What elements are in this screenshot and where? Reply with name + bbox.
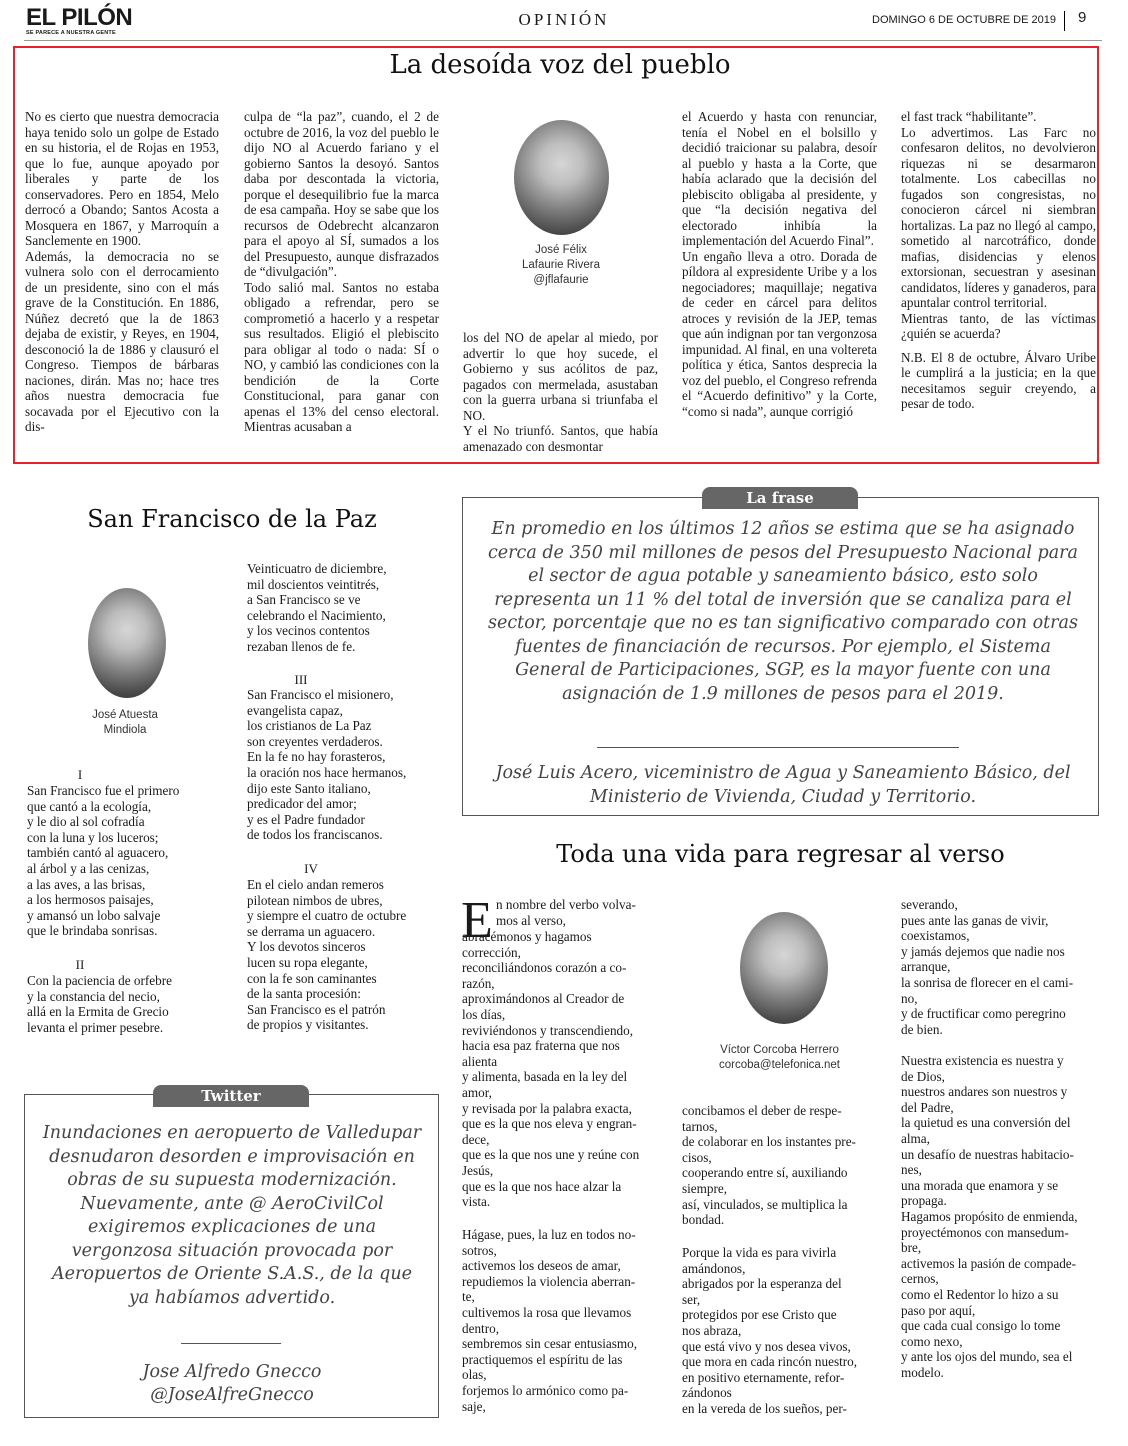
quote-attribution: José Luis Acero, viceministro de Agua y Saneamiento Básico, del Ministerio de Vivienda, Ciudad y Territorio. xyxy=(495,763,1071,807)
article3-column-1-head: n nombre del verbo volva- mos al verso, xyxy=(496,897,636,928)
article3-column-3b: Nuestra existencia es nuestra y de Dios, nuestros andares son nuestros y del Padre, la quietud es una conversión del alma, un desafío de nuestras habitacio- nes, una morada que enamora y se propaga. Hagamos propósito de enmienda, proyectémonos con mansedum- bre, activemos la pasión de compade- cernos, como el Redentor lo hizo a su paso por aquí, que cada cual consigo lo tome como nexo, y ante los ojos del mundo, sea el modelo. xyxy=(901,1053,1078,1380)
article3-column-2b: Porque la vida es para vivirla amándonos, abrigados por la esperanza del ser, protegidos por ese Cristo que nos abraza, que está vivo y nos desea vivos, que mora en cada rincón nuestro, en positivo eternamente, refor- zándonos en la vereda de los sueños, per- xyxy=(682,1245,858,1416)
newspaper-tagline: SE PARECE A NUESTRA GENTE xyxy=(26,30,116,36)
article-column-4: el Acuerdo y hasta con renunciar, tenía el Nobel en el bolsillo y decidió traicionar su palabra, desoír al pueblo y hasta a la Corte, que había aclarado que la decisión del plebiscito obligaba al presidente, y que “la decisión negativa del electorado inhibía la implementación del Acuerdo Final”. Un engaño lleva a otro. Dorada de píldora al expresidente Uribe y a los negociadores; maquillaje; negativa de ceder en cárcel para delitos atroces y revisión de la JEP, temas que aún indignan por tan vergonzosa impunidad. Al final, en una voltereta política y ética, Santos desprecia la voz del pueblo, el Congreso refrenda el “Acuerdo definitivo” y la Corte, “como si nada”, aunque corrigió xyxy=(682,109,877,419)
quote-divider xyxy=(597,747,959,748)
page-number: 9 xyxy=(1078,9,1087,26)
article3-title: Toda una vida para regresar al verso xyxy=(556,840,1005,868)
stanza-number-3: III xyxy=(294,672,308,687)
columnist-photo xyxy=(740,912,828,1024)
poem-stanza-4: En el cielo andan remeros pilotean nimbos de ubres, y siempre el cuatro de octubre se derrama un aguacero. Y los devotos sinceros lucen su ropa elegante, con la fe son caminantes de la santa procesión: San Francisco es el patrón de propios y visitantes. xyxy=(247,877,407,1033)
poem-title: San Francisco de la Paz xyxy=(87,505,377,533)
poet-photo xyxy=(88,588,166,698)
header-separator xyxy=(1064,11,1065,31)
article-column-3: los del NO de apelar al miedo, por advertir lo que hoy sucede, el Gobierno y sus acólitos de paz, pagados con mermelada, asustaban con la guerra urbana si triunfaba el NO. Y el No triunfó. Santos, que había amenazado con desmontar xyxy=(463,330,658,454)
dropcap-letter: E xyxy=(461,892,493,949)
header-rule xyxy=(24,40,1102,41)
tweet-text: Inundaciones en aeropuerto de Valledupar desnudaron desorden e improvisación en obras de su supuesta modernización. Nuevamente, ante @ AeroCivilCol exigiremos explicaciones de una vergonzosa situación provocada por Aeropuertos de Oriente S.A.S., de la que ya habíamos advertido. xyxy=(42,1123,422,1308)
author-photo xyxy=(514,120,609,235)
quote-text: En promedio en los últimos 12 años se estima que se ha asignado cerca de 350 mil millones de pesos del Presupuesto Nacional para el sector de agua potable y saneamiento básico, esto solo representa un 11 % del total de inversión que se canaliza para el sector, porcentaje que no es tan significativo comparado con otras fuentes de financiación de recursos. Por ejemplo, el Sistema General de Participaciones, SGP, es la mayor fuente con una asignación de 1.9 millones de pesos para el 2019. xyxy=(488,519,1078,704)
poem-stanza-3: San Francisco el misionero, evangelista capaz, los cristianos de La Paz son creyentes verdaderos. En la fe no hay forasteros, la oración nos hace hermanos, dijo este Santo italiano, predicador del amor; y es el Padre fundador de todos los franciscanos. xyxy=(247,687,407,843)
newspaper-logo: EL PILÓN xyxy=(26,4,133,31)
poem-stanza-intro: Veinticuatro de diciembre, mil doscientos veintitrés, a San Francisco se ve celebrando el Nacimiento, y los vecinos contentos rezaban llenos de fe. xyxy=(247,561,387,654)
tweet-author: Jose Alfredo Gnecco xyxy=(142,1362,322,1382)
quote-label: La frase xyxy=(702,487,858,509)
article-column-2: culpa de “la paz”, cuando, el 2 de octubre de 2016, la voz del pueblo le dijo NO al Acuerdo fariano y el gobierno Santos la desoyó. Santos daba por descontada la victoria, porque el desequilibrio fue la marca de esa campaña. Hoy se sabe que los recursos de Odebrecht alcanzaron para el apoyo al SÍ, sumados a los del Presupuesto, aunque disfrazados de “divulgación”. Todo salió mal. Santos no estaba obligado a refrendar, pero se comprometió a hacerlo y a respetar sus resultados. Eligió el plebiscito para obligar al todo o nada: SÍ o NO, y cambió las condiciones con la bendición de la Corte Constitucional, para ganar con apenas el 13% del censo electoral. Mientras acusaban a xyxy=(244,109,439,434)
article3-column-1b: Hágase, pues, la luz en todos no- sotros, activemos los deseos de amar, repudiemos la violencia aberran- te, cultivemos la rosa que llevamos dentro, sembremos sin cesar entusiasmo, practiquemos el espíritu de las olas, forjemos lo armónico como pa- saje, xyxy=(462,1227,638,1414)
issue-date: DOMINGO 6 DE OCTUBRE DE 2019 xyxy=(872,14,1056,26)
article3-column-2: concibamos el deber de respe- tarnos, de colaborar en los instantes pre- cisos, cooperando entre sí, auxiliando siempre, así, vinculados, se multiplica la bondad. xyxy=(682,1103,856,1228)
article-column-1: No es cierto que nuestra democracia haya tenido solo un golpe de Estado en su historia, el de Rojas en 1953, que lo fue, aunque apoyado por liberales y parte de los conservadores. Pero en 1854, Melo derrocó a Obando; Santos Acosta a Mosquera en 1867, y Marroquín a Sanclemente en 1900. Además, la democracia no se vulnera solo con el derrocamiento de un presidente, sino con el más grave de la Constitución. En 1886, Núñez decretó que la de 1863 dejaba de existir, y Reyes, en 1904, desconoció la de 1886 y clausuró el Congreso. Tiempos de bárbaras naciones, dirán. Mas no; hace tres años nuestra democracia fue socavada por el Ejecutivo con la dis- xyxy=(25,109,219,434)
columnist-byline: Víctor Corcoba Herrero corcoba@telefonica.net xyxy=(719,1044,840,1071)
stanza-number-4: IV xyxy=(304,861,318,876)
article-column-5: el fast track “habilitante”. Lo advertimos. Las Farc no confesaron delitos, no devolvieron riquezas ni se desarmaron totalmente. Los cabecillas no fugados son congresistas, no conocieron cárcel ni siembran hortalizas. La paz no llegó al campo, sometido al narcotráfico, donde mafias, disidencias y elenos extorsionan, secuestran y asesinan candidatos, líderes y ganaderos, para apuntalar control territorial. Mientras tanto, de las víctimas ¿quién se acuerda? N.B. El 8 de octubre, Álvaro Uribe le cumplirá a la justicia; en la que necesitamos seguir creyendo, a pesar de todo. xyxy=(901,109,1096,411)
poet-byline: José Atuesta Mindiola xyxy=(92,709,158,736)
tweet-handle: @JoseAlfreGnecco xyxy=(150,1385,314,1405)
stanza-number-2: II xyxy=(75,957,85,972)
poem-stanza-1: San Francisco fue el primero que cantó a la ecología, y le dio al sol cofradía con la luna y los luceros; también cantó al aguacero, al árbol y a las cenizas, a las aves, a las brisas, a los hermosos paisajes, y amansó un lobo salvaje que le brindaba sonrisas. xyxy=(27,783,180,939)
twitter-label: Twitter xyxy=(153,1085,309,1107)
author-byline: José Félix Lafaurie Rivera @jflafaurie xyxy=(522,244,600,286)
stanza-number-1: I xyxy=(77,767,83,782)
article-title: La desoída voz del pueblo xyxy=(389,50,731,80)
section-title: OPINIÓN xyxy=(518,10,610,29)
tweet-divider xyxy=(181,1343,281,1344)
article3-column-3: severando, pues ante las ganas de vivir, coexistamos, y jamás dejemos que nadie nos arranque, la sonrisa de florecer en el cami- no, y de fructificar como peregrino de bien. xyxy=(901,897,1074,1037)
poem-stanza-2: Con la paciencia de orfebre y la constancia del necio, allá en la Ermita de Grecio levanta el primer pesebre. xyxy=(27,973,172,1035)
article3-column-1: abracémonos y hagamos corrección, reconciliándonos corazón a co- razón, aproximándonos al Creador de los días, reviviéndonos y transcendiendo, hacia esa paz fraterna que nos alienta y alimenta, basada en la ley del amor, y revisada por la palabra exacta, que es la que nos eleva y engran- dece, que es la que nos une y reúne con Jesús, que es la que nos hace alzar la vista. xyxy=(462,929,640,1210)
